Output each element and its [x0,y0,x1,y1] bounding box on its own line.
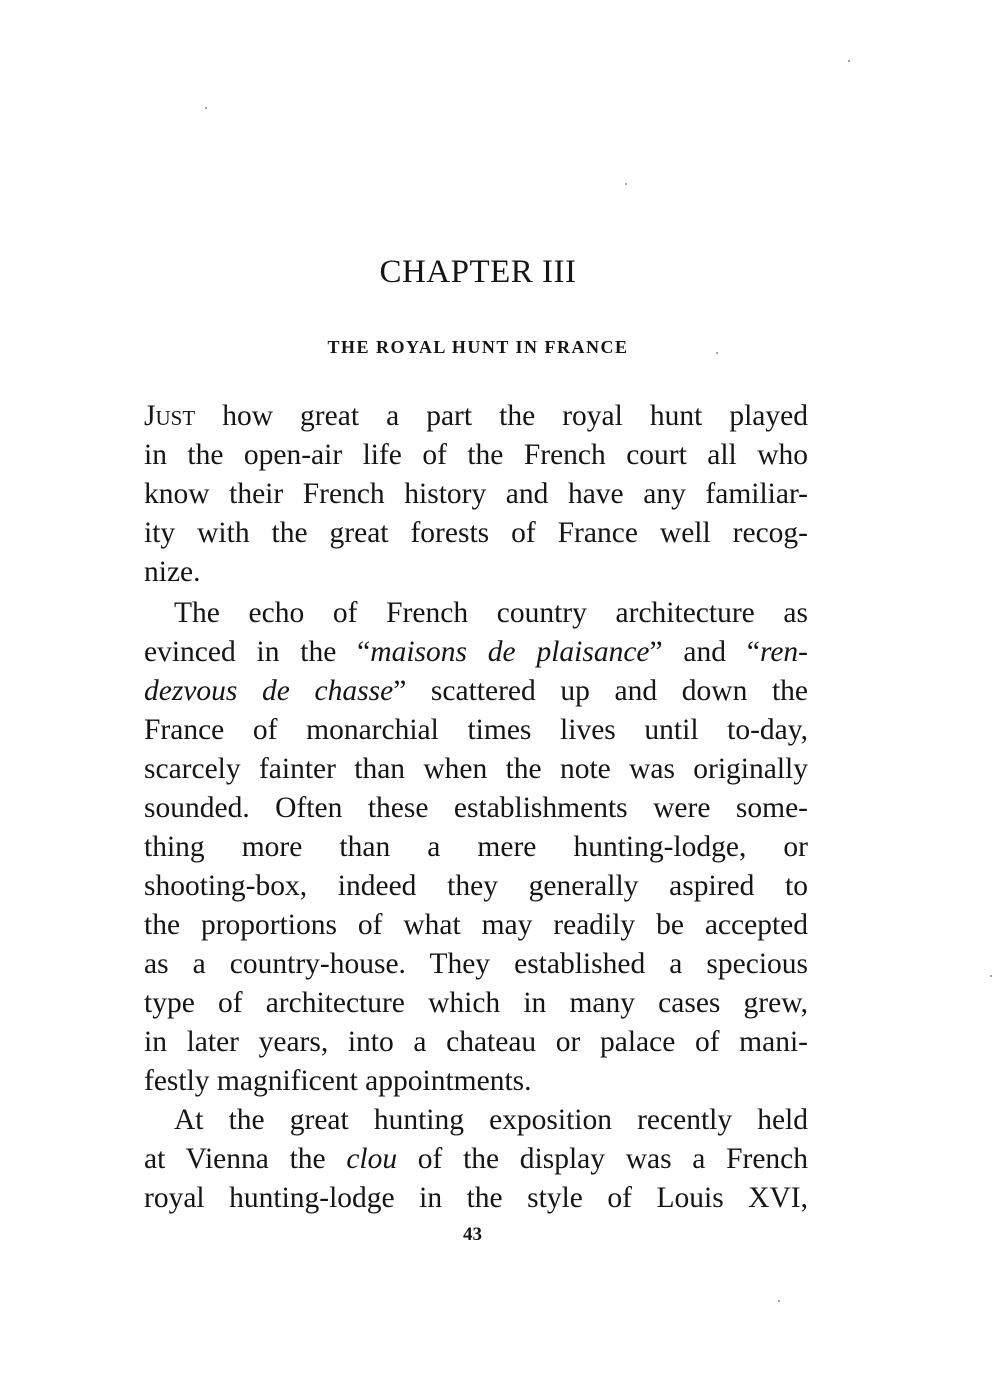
italic-term: dezvous de chasse [144,675,394,707]
page-number: 43 [463,1224,482,1245]
text-line: sounded. Often these establishments were some- [144,792,808,824]
text-line: festly magnificent appointments. [144,1065,532,1097]
paragraph-1 [144,397,808,592]
text-line: in the open-air life of the French court all who [144,439,808,471]
text-line [144,633,808,672]
text-line: ity with the great forests of France well recog- [144,517,808,549]
drop-word: Just [144,400,196,432]
paragraph-2 [144,594,808,1101]
text-line: scarcely fainter than when the note was originally [144,753,808,785]
text-line: nize. [144,556,201,588]
text-line [144,672,808,711]
line-text: of the display was a French [397,1143,809,1175]
text-line: shooting-box, indeed they generally aspired to [144,870,808,902]
line-text: ” scattered up and down the [393,675,809,707]
paragraph-3 [144,1101,808,1218]
scan-speck [716,352,718,354]
italic-term: clou [346,1143,398,1175]
scan-speck [205,107,207,109]
line-text: at Vienna the [144,1143,347,1175]
scan-speck [778,1300,780,1302]
text-line: The echo of French country architecture as [174,597,808,629]
scan-speck [848,60,850,62]
chapter-title: CHAPTER III [379,254,577,290]
text-line: in later years, into a chateau or palace of mani- [144,1026,808,1058]
text-line: France of monarchial times lives until to-day, [144,714,808,746]
text-line: royal hunting-lodge in the style of Louis XVI, [144,1182,808,1214]
text-line [144,1140,808,1179]
line-text: ” and “ [649,636,760,668]
line-text: how great a part the royal hunt played [195,400,808,432]
scan-speck [990,975,992,977]
chapter-subtitle: THE ROYAL HUNT IN FRANCE [327,337,629,357]
text-line [144,397,808,436]
text-line: the proportions of what may readily be accepted [144,909,808,941]
text-line: At the great hunting exposition recently held [174,1104,808,1136]
text-line: know their French history and have any familiar- [144,478,808,510]
scan-speck [625,183,627,185]
text-line: thing more than a mere hunting-lodge, or [144,831,808,863]
italic-term: maisons de plaisance [370,636,650,668]
line-text: evinced in the “ [144,636,371,668]
text-line: type of architecture which in many cases grew, [144,987,808,1019]
italic-term: ren- [759,636,808,668]
text-line: as a country-house. They established a specious [144,948,808,980]
